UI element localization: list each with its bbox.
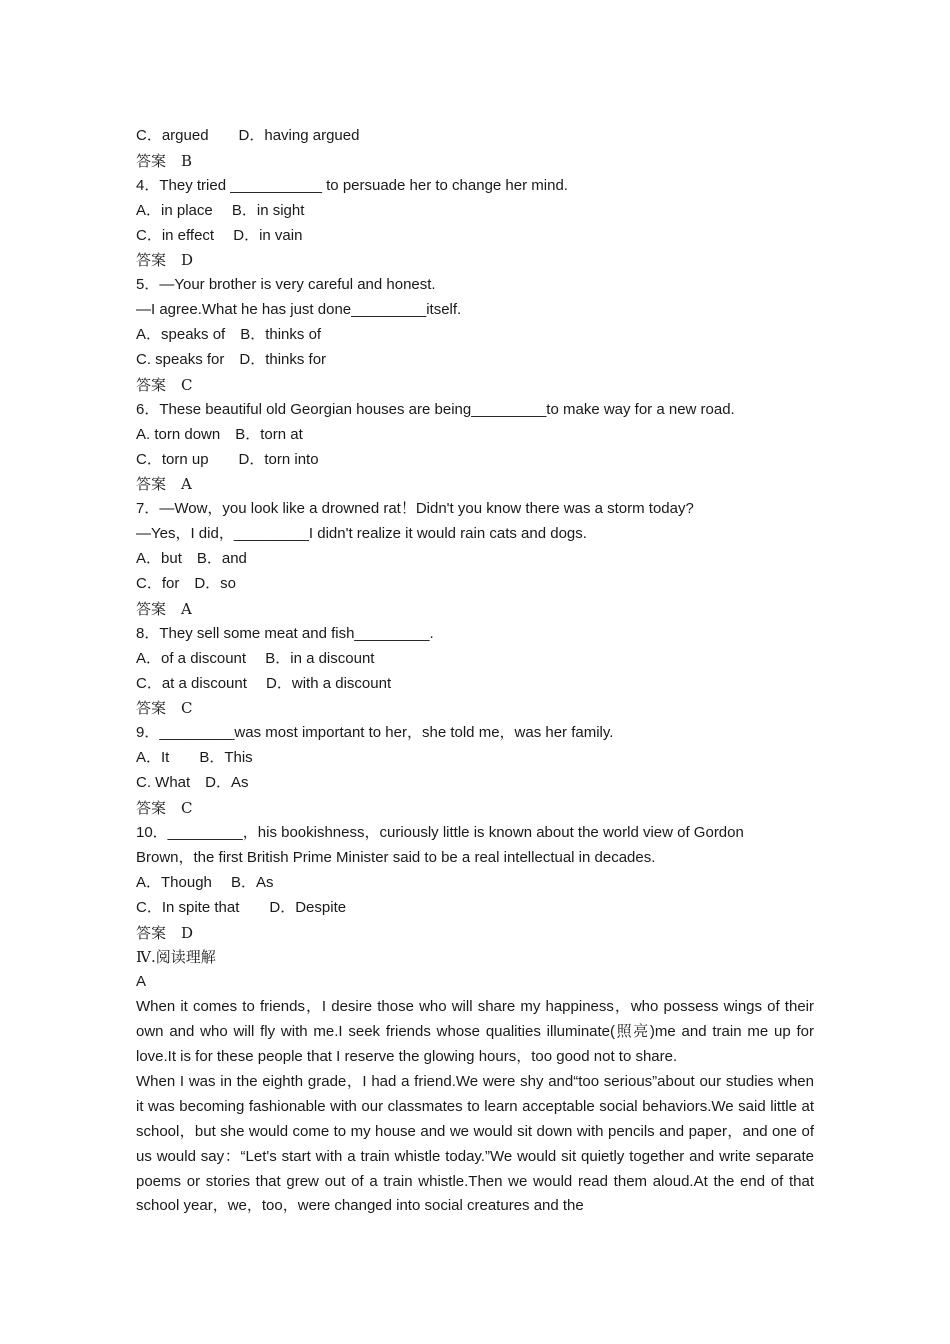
option-line: C. speaks for D．thinks for	[136, 351, 327, 369]
answer-line: 答案 A	[136, 599, 192, 618]
option-line: A．in place B．in sight	[136, 201, 305, 219]
option-line: C．at a discount D．with a discount	[136, 674, 392, 692]
option-line: C．in effect D．in vain	[136, 226, 303, 244]
passage-paragraph: When I was in the eighth grade，I had a friend.We were shy and“too serious”about our studies when it was becoming fashionable with our classmates to learn acceptable social behaviors.We said little at school，but she would come to my house and we would sit down with pencils and paper，and one of us would say：“Let's start with a train whistle today.”We would sit quietly together and write separate poems or stories that grew out of a train whistle.Then we would read them aloud.At the end of that school year，we，too，were changed into social creatures and the	[136, 1072, 814, 1215]
answer-line: 答案 A	[136, 475, 192, 494]
option-line: A．but B．and	[136, 550, 247, 568]
answer-line: 答案 D	[136, 923, 194, 942]
question-line: 8．They sell some meat and fish_________.	[136, 624, 434, 642]
option-line: A．of a discount B．in a discount	[136, 649, 375, 667]
option-line: A．It B．This	[136, 749, 253, 767]
question-line: 5．—Your brother is very careful and honest.	[136, 276, 436, 294]
answer-line: 答案 C	[136, 375, 193, 394]
question-line: —I agree.What he has just done_________itself.	[136, 301, 462, 319]
section-heading: Ⅳ.阅读理解	[136, 948, 216, 967]
question-line: Brown，the first British Prime Minister said to be a real intellectual in decades.	[136, 848, 656, 866]
answer-line: 答案 D	[136, 251, 194, 270]
question-line: 4．They tried ___________ to persuade her to change her mind.	[136, 176, 568, 194]
passage-label: A	[136, 973, 147, 991]
question-line: 7．—Wow，you look like a drowned rat！Didn't you know there was a storm today?	[136, 500, 694, 518]
document-content	[136, 124, 814, 1219]
option-line: C. What D．As	[136, 774, 249, 792]
option-line: C．torn up D．torn into	[136, 450, 319, 468]
passage-paragraph: When it comes to friends，I desire those who will share my happiness，who possess wings of their own and who will fly with me.I seek friends whose qualities illuminate(照亮)me and train me up for love.It is for these people that I reserve the glowing hours，too good not to share.	[136, 998, 814, 1065]
option-line: C．argued D．having argued	[136, 127, 360, 144]
option-line: A．speaks of B．thinks of	[136, 326, 322, 344]
option-line: C．for D．so	[136, 575, 237, 593]
option-line: C．In spite that D．Despite	[136, 898, 347, 916]
answer-line: 答案 B	[136, 151, 193, 170]
question-line: 6．These beautiful old Georgian houses are being_________to make way for a new road.	[136, 400, 735, 418]
option-line: A．Though B．As	[136, 873, 274, 891]
answer-line: 答案 C	[136, 699, 193, 718]
reading-passage	[136, 995, 814, 1219]
option-line: A. torn down B．torn at	[136, 425, 303, 443]
question-line: 10．_________，his bookishness，curiously little is known about the world view of Gordon	[136, 823, 744, 841]
answer-line: 答案 C	[136, 799, 193, 818]
question-line: —Yes，I did，_________I didn't realize it would rain cats and dogs.	[136, 525, 587, 543]
question-line: 9．_________was most important to her，she told me，was her family.	[136, 724, 614, 742]
